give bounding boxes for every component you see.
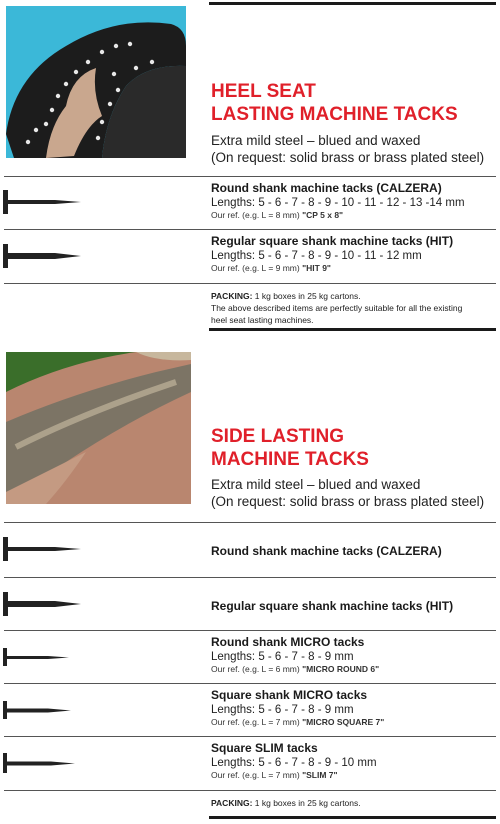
- product-title: Round shank machine tacks (CALZERA): [211, 181, 442, 195]
- product-ref: [211, 210, 496, 220]
- section1-material: [211, 132, 496, 166]
- section2-title-line1: SIDE LASTING: [211, 426, 345, 447]
- product-lengths: Lengths: 5 - 6 - 7 - 8 - 9 mm: [211, 651, 354, 663]
- packing-text: 1 kg boxes in 25 kg cartons.: [254, 798, 361, 808]
- section2-material: [211, 476, 496, 510]
- packing-info: [211, 290, 496, 326]
- section-rule: [209, 328, 496, 331]
- section2-title-line2: MACHINE TACKS: [211, 449, 369, 470]
- product-block: [211, 635, 496, 674]
- product-lengths: Lengths: 5 - 6 - 7 - 8 - 9 mm: [211, 704, 354, 716]
- product-title: Square shank MICRO tacks: [211, 688, 368, 702]
- tack-icon: [3, 698, 83, 724]
- ref-code: "SLIM 7": [302, 770, 338, 780]
- section1-material-line2: (On request: solid brass or brass plated steel): [211, 150, 485, 165]
- section2-material-line1: Extra mild steel – blued and waxed: [211, 477, 421, 492]
- product-title: Round shank machine tacks (CALZERA): [211, 544, 442, 558]
- ref-code: "MICRO SQUARE 7": [302, 717, 385, 727]
- section1-material-line1: Extra mild steel – blued and waxed: [211, 133, 421, 148]
- divider: [4, 229, 496, 230]
- product-title: Regular square shank machine tacks (HIT): [211, 599, 454, 613]
- section2-title: [211, 425, 496, 471]
- heel-lasting-photo: [6, 6, 186, 158]
- divider: [4, 736, 496, 737]
- note-line1: The above described items are perfectly suitable for all the existing: [211, 303, 463, 313]
- ref-prefix: Our ref. (e.g. L = 6 mm): [211, 664, 300, 674]
- ref-prefix: Our ref. (e.g. L = 7 mm): [211, 717, 300, 727]
- product-block: [211, 688, 496, 727]
- tack-icon: [3, 590, 83, 620]
- tack-icon: [3, 645, 83, 671]
- tack-icon: [3, 751, 83, 777]
- note-line2: heel seat lasting machines.: [211, 315, 314, 325]
- product-lengths: Lengths: 5 - 6 - 7 - 8 - 9 - 10 mm: [211, 757, 377, 769]
- divider: [4, 283, 496, 284]
- ref-code: "MICRO ROUND 6": [302, 664, 380, 674]
- ref-prefix: Our ref. (e.g. L = 7 mm): [211, 770, 300, 780]
- product-ref: [211, 664, 496, 674]
- tack-icon: [3, 188, 83, 218]
- product-ref: [211, 770, 496, 780]
- divider: [4, 176, 496, 177]
- product-title: Round shank MICRO tacks: [211, 635, 365, 649]
- ref-code: "CP 5 x 8": [302, 210, 344, 220]
- product-ref: [211, 263, 496, 273]
- tack-icon: [3, 535, 83, 565]
- divider: [4, 630, 496, 631]
- side-lasting-photo: [6, 352, 191, 504]
- ref-prefix: Our ref. (e.g. L = 8 mm): [211, 210, 300, 220]
- packing-label: PACKING:: [211, 291, 253, 301]
- ref-code: "HIT 9": [302, 263, 331, 273]
- packing-text: 1 kg boxes in 25 kg cartons.: [254, 291, 361, 301]
- divider: [4, 683, 496, 684]
- ref-prefix: Our ref. (e.g. L = 9 mm): [211, 263, 300, 273]
- section1-title-line2: LASTING MACHINE TACKS: [211, 104, 458, 125]
- divider: [4, 577, 496, 578]
- divider: [4, 790, 496, 791]
- packing-label: PACKING:: [211, 798, 253, 808]
- product-block: [211, 234, 496, 273]
- top-rule: [209, 2, 496, 5]
- packing-info: [211, 797, 496, 809]
- product-title: Regular square shank machine tacks (HIT): [211, 234, 454, 248]
- section1-title: [211, 80, 496, 126]
- section1-title-line1: HEEL SEAT: [211, 81, 316, 102]
- product-title: Square SLIM tacks: [211, 741, 318, 755]
- product-lengths: Lengths: 5 - 6 - 7 - 8 - 9 - 10 - 11 - 12 - 13 -14 mm: [211, 197, 465, 209]
- product-lengths: Lengths: 5 - 6 - 7 - 8 - 9 - 10 - 11 - 12 mm: [211, 250, 422, 262]
- divider: [4, 522, 496, 523]
- product-ref: [211, 717, 496, 727]
- product-block: [211, 181, 496, 220]
- bottom-rule: [209, 816, 496, 819]
- section2-material-line2: (On request: solid brass or brass plated steel): [211, 494, 485, 509]
- product-block: [211, 741, 496, 780]
- packing-line: [211, 290, 496, 302]
- tack-icon: [3, 242, 83, 272]
